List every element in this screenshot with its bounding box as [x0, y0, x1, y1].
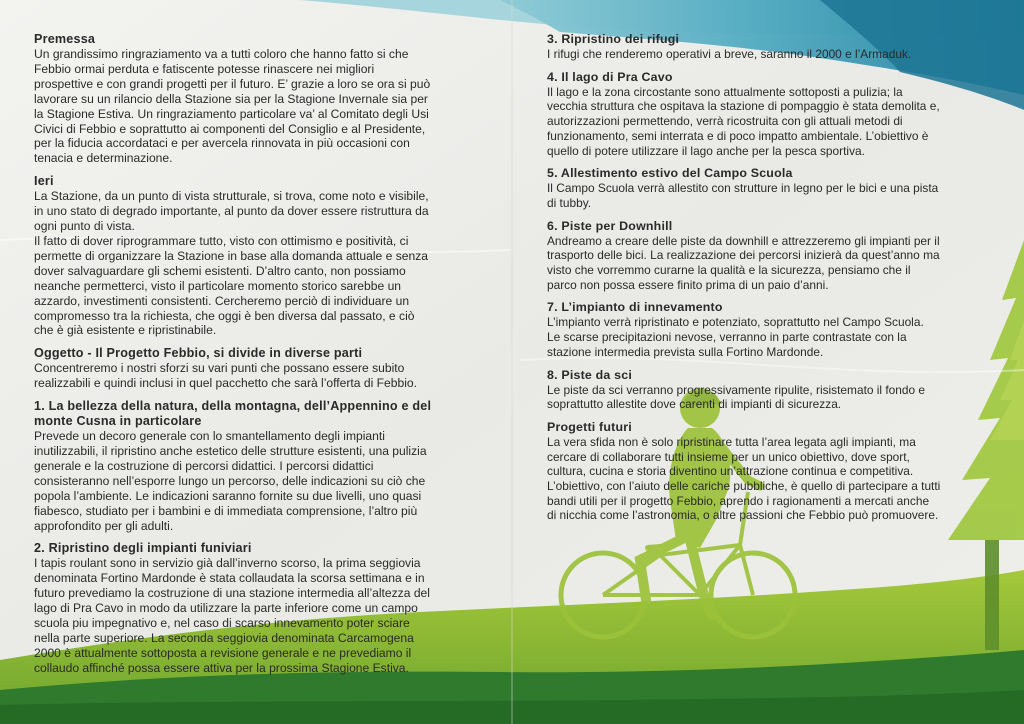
section-title: Oggetto - Il Progetto Febbio, si divide in diverse parti: [34, 346, 363, 361]
section-body: La Stazione, da un punto di vista strutturale, si trova, come noto e visibile, in uno stato di degrado importante, al punto da dover essere ristruttura da ogni punto di vista. Il fatto di dover riprogrammare tutto, visto con ottimismo e positività, ci permette di organizzare la Stazione in base alla domanda attuale e senza dover salvaguardare gli schemi esistenti. D’altro canto, non possiamo neanche permetterci, visto il particolare momento storico sarebbe un azzardo, investimenti consistenti. Cercheremo perciò di individuare un compromesso tra la richiesta, che oggi è ben diversa dal passato, e ciò che è già esistente e ripristinabile.: [34, 189, 429, 338]
section-title: Premessa: [34, 32, 96, 46]
section-impianti-funiviari: [34, 541, 480, 675]
section-title: 3. Ripristino dei rifugi: [547, 32, 680, 46]
section-campo-scuola: [547, 166, 985, 210]
section-rifugi: [547, 32, 985, 62]
section-body: L’impianto verrà ripristinato e potenziato, soprattutto nel Campo Scuola. Le scarse precipitazioni nevose, verranno in parte contrastate con la stazione intermedia prevista sulla Fortino Mardonde.: [547, 315, 924, 359]
section-downhill: [547, 219, 985, 293]
section-title: 2. Ripristino degli impianti funiviari: [34, 541, 252, 556]
section-progetti-futuri: [547, 420, 985, 523]
section-premessa: [34, 32, 480, 166]
section-body: Un grandissimo ringraziamento va a tutti coloro che hanno fatto si che Febbio ormai perduta e fatiscente potesse rinascere nei migliori prospettive e con grandi progetti per il futuro. E’ grazie a loro se ora si può lavorare su un rilancio della Stazione sia per la Stagione Invernale sia per la Stagione Estiva. Un ringraziamento particolare va’ al Comitato degli Usi Civici di Febbio e soprattutto ai componenti del Consiglio e al Presidente, per la fiducia accordataci e per avercela rinnovata in più occasioni con tenacia e determinazione.: [34, 47, 431, 166]
section-title: 1. La bellezza della natura, della montagna, dell’Appennino e del monte Cusna in particolare: [34, 399, 432, 429]
section-lago-pra-cavo: [547, 70, 985, 159]
section-oggetto: [34, 346, 480, 391]
section-body: Il Campo Scuola verrà allestito con strutture in legno per le bici e una pista di tubby.: [547, 181, 939, 210]
section-body: I tapis roulant sono in servizio già dall’inverno scorso, la prima seggiovia denominata Fortino Mardonde è stata collaudata la scorsa settimana e in futuro prevediamo la costruzione di una stazione intermedia all’altezza del lago di Pra Cavo in modo da utilizzare la parte inferiore come un campo scuola piu impegnativo e, nel caso di scarso innevamento poter sciare nella parte superiore. La seconda seggiovia denominata Carcamogena 2000 è attualmente sottoposta a revisione generale e ne prevediamo il collaudo affinché possa essere attiva per la prossima Stagione Estiva.: [34, 556, 430, 675]
section-innevamento: [547, 300, 985, 359]
section-title: 8. Piste da sci: [547, 367, 632, 382]
left-column: [34, 32, 480, 684]
section-title: Progetti futuri: [547, 419, 632, 434]
section-title: 5. Allestimento estivo del Campo Scuola: [547, 166, 793, 181]
section-bellezza-natura: [34, 399, 480, 533]
section-body: Il lago e la zona circostante sono attualmente sottoposti a pulizia; la vecchia struttura che ospitava la stazione di pompaggio è stata demolita e, autorizzazioni permettendo, verrà ricostruita con gli attuali metodi di funzionamento, semi interrata e di poco impatto ambientale. L’obiettivo è quello di potere utilizzare il lago anche per la pesca sportiva.: [547, 84, 940, 158]
section-title: Ieri: [34, 174, 54, 189]
section-title: 7. L’impianto di innevamento: [547, 300, 723, 315]
right-column: [547, 32, 985, 531]
section-body: Le piste da sci verranno progressivamente ripulite, risistemato il fondo e soprattutto allestite dove carenti di impianti di sicurezza.: [547, 382, 926, 412]
section-body: I rifugi che renderemo operativi a breve, saranno il 2000 e l’Armaduk.: [547, 47, 912, 61]
section-body: La vera sfida non è solo ripristinare tutta l’area legata agli impianti, ma cercare di collaborare tutti insieme per un unico obiettivo, dove sport, cultura, cucina e storia diventino un’attrazione continua e competitiva. L’obiettivo, con l’aiuto delle cariche pubbliche, è quello di partecipare a tutti bandi utili per il progetto Febbio, aprendo i ragionamenti a mercati anche di nicchia come l’astronomia, o altre passioni che Febbio può promuovere.: [547, 434, 941, 523]
section-piste-sci: [547, 368, 985, 412]
section-body: Concentreremo i nostri sforzi su vari punti che possano essere subito realizzabili e quindi inclusi in quel pacchetto che sarà l’offerta di Febbio.: [34, 361, 417, 391]
section-title: 6. Piste per Downhill: [547, 218, 673, 233]
section-body: Prevede un decoro generale con lo smantellamento degli impianti inutilizzabili, il ripristino anche estetico delle strutture esistenti, una pulizia generale e la costruzione di percorsi didattici. I percorsi didattici consisteranno nell’esporre lungo un percorso, delle indicazioni su ciò che popola l’ambiente. Le indicazioni saranno fornite su due livelli, uno quasi fiabesco, studiato per i bambini e di immediata comprensione, l’altro più approfondito per gli adulti.: [34, 429, 427, 533]
section-ieri: [34, 174, 480, 338]
section-title: 4. Il lago di Pra Cavo: [547, 69, 673, 84]
section-body: Andreamo a creare delle piste da downhill e attrezzeremo gli impianti per il trasporto delle bici. La realizzazione dei percorsi inizierà da quest’anno ma visto che vorremmo curarne la qualità e la sicurezza, pensiamo che il parco non possa essere finito prima di un paio d’anni.: [547, 233, 940, 292]
